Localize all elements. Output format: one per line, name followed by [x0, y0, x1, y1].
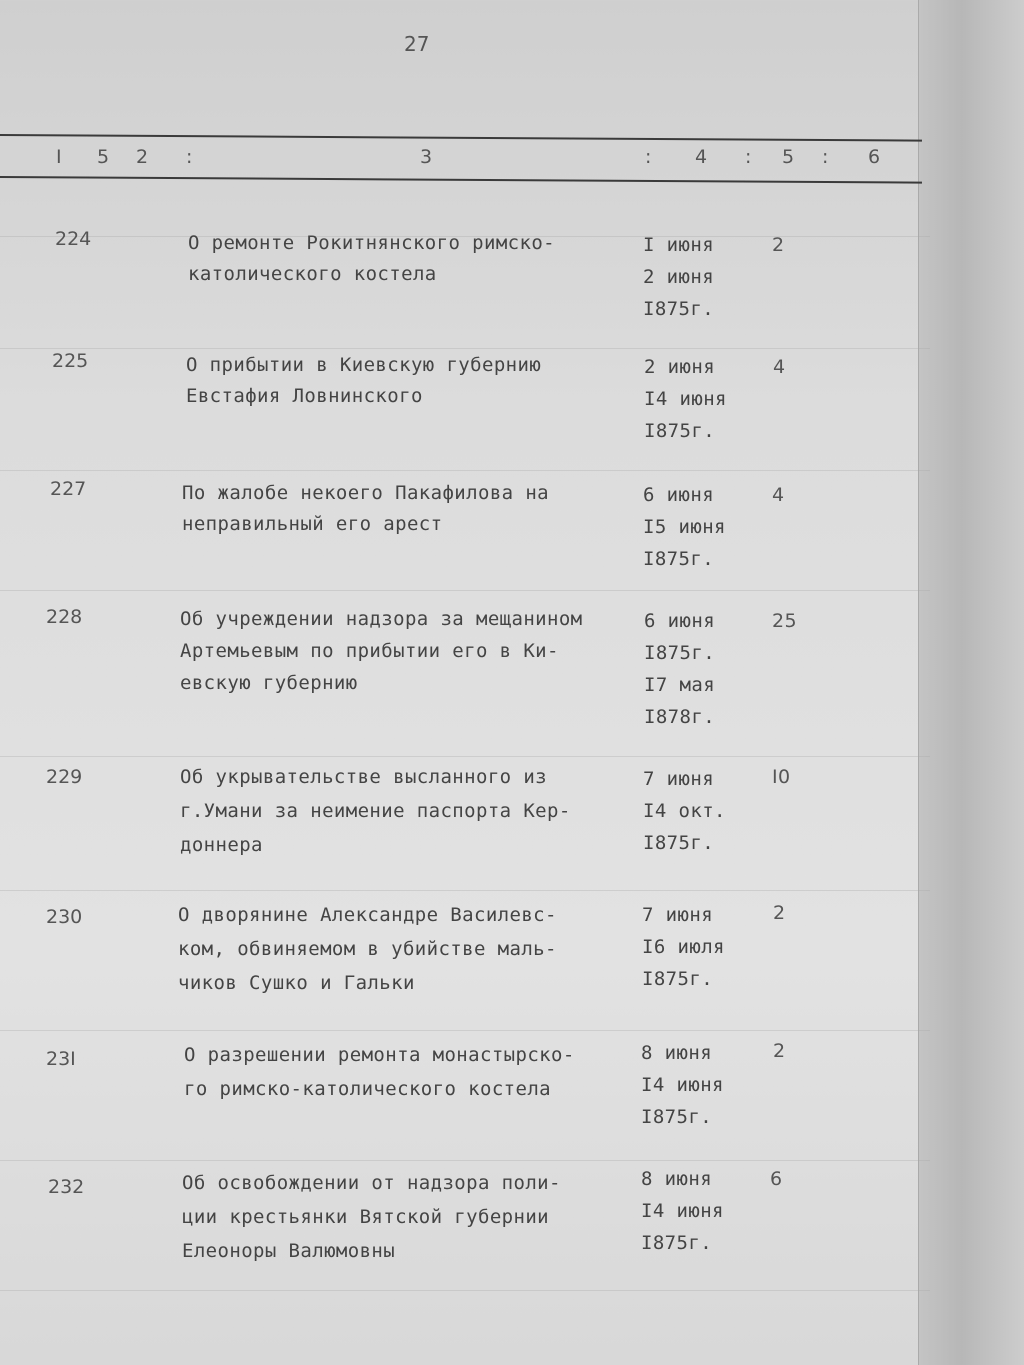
case-title-line: О разрешении ремонта монастырско- [184, 1044, 575, 1066]
case-date-line: I878г. [644, 706, 716, 728]
case-title-line: Артемьевым по прибытии его в Ки- [180, 640, 559, 662]
case-title-line: го римско-католического костела [184, 1078, 552, 1100]
case-date-line: 2 июня [644, 356, 716, 378]
col-separator: : [745, 146, 752, 168]
case-date-line: I4 окт. [643, 800, 726, 822]
case-date-line: 2 июня [643, 266, 715, 288]
case-title-line: доннера [180, 834, 263, 856]
case-number: 229 [46, 766, 83, 788]
case-title-line: О прибытии в Киевскую губернию [186, 354, 542, 376]
page-edge-shadow [918, 0, 1024, 1365]
case-title-line: чиков Сушко и Гальки [178, 972, 415, 994]
case-date-line: 7 июня [642, 904, 714, 926]
case-number: 227 [50, 478, 87, 500]
case-date-line: I5 июня [643, 516, 726, 538]
case-title-line: католического костела [188, 263, 437, 285]
case-date-line: I875г. [643, 548, 715, 570]
case-date-line: 7 июня [643, 768, 715, 790]
case-date-line: 8 июня [641, 1168, 713, 1190]
ruled-line [0, 1030, 930, 1031]
col-separator: : [822, 146, 829, 168]
ruled-line [0, 1290, 930, 1291]
case-date-line: I875г. [644, 642, 716, 664]
case-title-line: Об освобождении от надзора поли- [182, 1172, 561, 1194]
ruled-line [0, 590, 930, 591]
case-date-line: I6 июля [642, 936, 725, 958]
case-date-line: I875г. [642, 968, 714, 990]
case-date-line: I4 июня [641, 1200, 724, 1222]
case-title-line: О ремонте Рокитнянского римско- [188, 232, 556, 254]
col-head-1: I [56, 146, 62, 168]
sheet-count: I0 [772, 766, 791, 788]
col-head-3: 3 [420, 146, 433, 168]
case-date-line: I875г. [643, 832, 715, 854]
col-separator: : [186, 146, 193, 168]
case-date-line: 6 июня [643, 484, 715, 506]
ruled-line [0, 470, 930, 471]
table-header-bottom-rule [0, 176, 922, 184]
case-title-line: Елеоноры Валюмовны [182, 1240, 396, 1262]
case-number: 225 [52, 350, 89, 372]
col-head-5: 5 [782, 146, 795, 168]
case-date-line: I4 июня [641, 1074, 724, 1096]
case-title-line: Об учреждении надзора за мещанином [180, 608, 583, 630]
case-title-line: неправильный его арест [182, 513, 443, 535]
col-separator: : [645, 146, 652, 168]
case-number: 224 [55, 228, 92, 250]
case-date-line: 6 июня [644, 610, 716, 632]
ruled-line [0, 1160, 930, 1161]
col-head-2: 2 [136, 146, 149, 168]
case-date-line: I875г. [641, 1106, 713, 1128]
sheet-count: 2 [773, 1040, 786, 1062]
col-head-4: 4 [695, 146, 708, 168]
case-date-line: I4 июня [644, 388, 727, 410]
case-date-line: I7 мая [644, 674, 716, 696]
case-title-line: евскую губернию [180, 672, 358, 694]
ruled-line [0, 890, 930, 891]
col-head-6: 6 [868, 146, 881, 168]
case-title-line: Об укрывательстве высланного из [180, 766, 548, 788]
case-number: 23I [46, 1048, 76, 1070]
case-date-line: I875г. [643, 298, 715, 320]
case-title-line: ком, обвиняемом в убийстве маль- [178, 938, 557, 960]
case-title-line: ции крестьянки Вятской губернии [182, 1206, 550, 1228]
page-number: 27 [404, 32, 430, 56]
case-number: 228 [46, 606, 83, 628]
sheet-count: 6 [770, 1168, 783, 1190]
case-date-line: I июня [643, 234, 715, 256]
case-date-line: 8 июня [641, 1042, 713, 1064]
case-title-line: О дворянине Александре Василевс- [178, 904, 557, 926]
case-title-line: По жалобе некоего Пакафилова на [182, 482, 550, 504]
sheet-count: 4 [773, 356, 786, 378]
ruled-line [0, 348, 930, 349]
sheet-count: 2 [773, 902, 786, 924]
case-date-line: I875г. [644, 420, 716, 442]
case-title-line: г.Умани за неимение паспорта Кер- [180, 800, 571, 822]
table-header-top-rule [0, 134, 922, 142]
sheet-count: 2 [772, 234, 785, 256]
case-number: 230 [46, 906, 83, 928]
sheet-count: 4 [772, 484, 785, 506]
sheet-count: 25 [772, 610, 797, 632]
case-date-line: I875г. [641, 1232, 713, 1254]
ruled-line [0, 756, 930, 757]
case-title-line: Евстафия Ловнинского [186, 385, 423, 407]
case-number: 232 [48, 1176, 85, 1198]
col-head-1b: 5 [97, 146, 110, 168]
